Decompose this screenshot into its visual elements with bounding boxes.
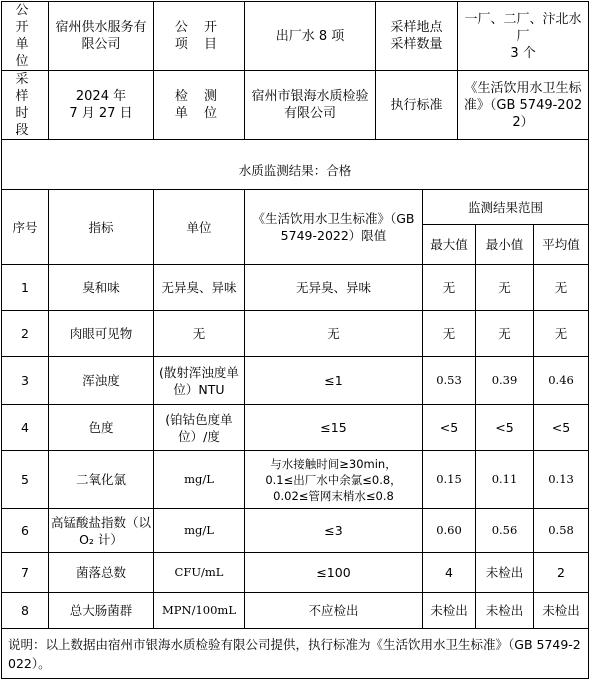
row-unit: MPN/100mL bbox=[154, 593, 245, 629]
row-max: 4 bbox=[423, 553, 476, 593]
row-indicator: 臭和味 bbox=[49, 265, 154, 311]
row-limit: ≤15 bbox=[245, 405, 423, 451]
row-max: 无 bbox=[423, 311, 476, 357]
row-min: 0.56 bbox=[476, 509, 534, 553]
row-no: 2 bbox=[2, 311, 49, 357]
col-limit: 《生活饮用水卫生标准》（GB 5749-2022）限值 bbox=[245, 190, 423, 265]
row-max: <5 bbox=[423, 405, 476, 451]
row-max: 0.53 bbox=[423, 357, 476, 405]
row-indicator: 菌落总数 bbox=[49, 553, 154, 593]
result-row bbox=[2, 140, 589, 190]
period-value: 2024 年 7 月 27 日 bbox=[49, 71, 154, 140]
col-avg: 平均值 bbox=[534, 225, 589, 265]
result-summary: 水质监测结果：合格 bbox=[2, 140, 589, 190]
row-no: 6 bbox=[2, 509, 49, 553]
water-quality-table bbox=[1, 1, 589, 679]
row-no: 8 bbox=[2, 593, 49, 629]
site-value: 一厂、二厂、汴北水厂 3 个 bbox=[458, 2, 589, 71]
column-header-row-1 bbox=[2, 190, 589, 225]
row-min: 0.39 bbox=[476, 357, 534, 405]
header-row-1 bbox=[2, 2, 589, 71]
row-max: 0.15 bbox=[423, 451, 476, 509]
row-unit: 无异臭、异味 bbox=[154, 265, 245, 311]
row-unit: mg/L bbox=[154, 509, 245, 553]
unit-label: 公 开 单 位 bbox=[2, 2, 49, 71]
row-max: 未检出 bbox=[423, 593, 476, 629]
col-range: 监测结果范围 bbox=[423, 190, 589, 225]
row-avg: 无 bbox=[534, 311, 589, 357]
row-avg: 0.13 bbox=[534, 451, 589, 509]
row-max: 0.60 bbox=[423, 509, 476, 553]
unit-value: 宿州供水服务有限公司 bbox=[49, 2, 154, 71]
row-limit: 与水接触时间≥30min， 0.1≤出厂水中余氯≤0.8， 0.02≤管网末梢水≤0.8 bbox=[245, 451, 423, 509]
table-row bbox=[2, 357, 589, 405]
row-indicator: 肉眼可见物 bbox=[49, 311, 154, 357]
item-label: 公 开 项 目 bbox=[154, 2, 245, 71]
row-limit: 无异臭、异味 bbox=[245, 265, 423, 311]
row-avg: 2 bbox=[534, 553, 589, 593]
table-row bbox=[2, 311, 589, 357]
col-min: 最小值 bbox=[476, 225, 534, 265]
row-limit: ≤1 bbox=[245, 357, 423, 405]
row-avg: <5 bbox=[534, 405, 589, 451]
row-unit: CFU/mL bbox=[154, 553, 245, 593]
footnote: 说明：以上数据由宿州市银海水质检验有限公司提供，执行标准为《生活饮用水卫生标准》（GB 5749-2022）。 bbox=[2, 629, 589, 679]
standard-label: 执行标准 bbox=[376, 71, 458, 140]
row-indicator: 二氧化氯 bbox=[49, 451, 154, 509]
header-row-2 bbox=[2, 71, 589, 140]
row-no: 5 bbox=[2, 451, 49, 509]
row-no: 3 bbox=[2, 357, 49, 405]
row-min: 未检出 bbox=[476, 553, 534, 593]
row-max: 无 bbox=[423, 265, 476, 311]
col-unit: 单位 bbox=[154, 190, 245, 265]
table-row bbox=[2, 265, 589, 311]
row-limit: 不应检出 bbox=[245, 593, 423, 629]
table-row bbox=[2, 593, 589, 629]
row-indicator: 浑浊度 bbox=[49, 357, 154, 405]
row-unit: (散射浑浊度单位）NTU bbox=[154, 357, 245, 405]
table-row bbox=[2, 451, 589, 509]
table-row bbox=[2, 509, 589, 553]
row-min: 无 bbox=[476, 311, 534, 357]
row-no: 4 bbox=[2, 405, 49, 451]
table-row bbox=[2, 405, 589, 451]
row-indicator: 高锰酸盐指数（以 O₂ 计） bbox=[49, 509, 154, 553]
row-unit: 无 bbox=[154, 311, 245, 357]
row-avg: 未检出 bbox=[534, 593, 589, 629]
row-min: 未检出 bbox=[476, 593, 534, 629]
row-avg: 0.58 bbox=[534, 509, 589, 553]
standard-value: 《生活饮用水卫生标准》（GB 5749-2022） bbox=[458, 71, 589, 140]
row-min: 0.11 bbox=[476, 451, 534, 509]
row-min: <5 bbox=[476, 405, 534, 451]
row-unit: (铂钴色度单位）/度 bbox=[154, 405, 245, 451]
col-max: 最大值 bbox=[423, 225, 476, 265]
table-row bbox=[2, 553, 589, 593]
row-indicator: 色度 bbox=[49, 405, 154, 451]
row-min: 无 bbox=[476, 265, 534, 311]
row-no: 1 bbox=[2, 265, 49, 311]
row-unit: mg/L bbox=[154, 451, 245, 509]
row-no: 7 bbox=[2, 553, 49, 593]
row-limit: 无 bbox=[245, 311, 423, 357]
col-indicator: 指标 bbox=[49, 190, 154, 265]
lab-label: 检 测 单 位 bbox=[154, 71, 245, 140]
lab-value: 宿州市银海水质检验有限公司 bbox=[245, 71, 376, 140]
footnote-row bbox=[2, 629, 589, 679]
col-no: 序号 bbox=[2, 190, 49, 265]
period-label: 采 样 时 段 bbox=[2, 71, 49, 140]
row-limit: ≤3 bbox=[245, 509, 423, 553]
row-avg: 无 bbox=[534, 265, 589, 311]
row-limit: ≤100 bbox=[245, 553, 423, 593]
row-indicator: 总大肠菌群 bbox=[49, 593, 154, 629]
row-avg: 0.46 bbox=[534, 357, 589, 405]
site-label: 采样地点 采样数量 bbox=[376, 2, 458, 71]
item-value: 出厂水 8 项 bbox=[245, 2, 376, 71]
